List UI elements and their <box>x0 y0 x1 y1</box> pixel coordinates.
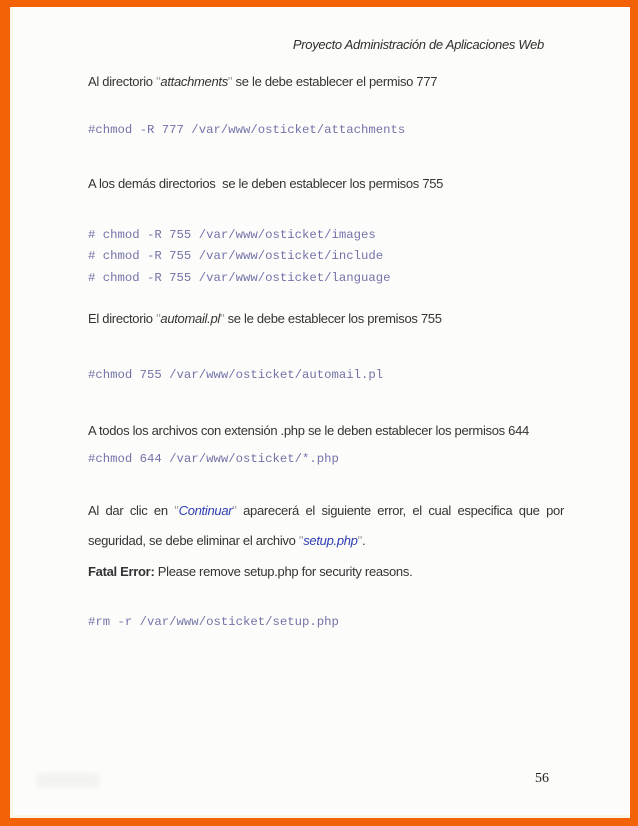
emphasized-term: automail.pl <box>160 311 220 326</box>
paragraph-text: se le debe establecer el permiso 777 <box>232 74 438 89</box>
paragraph-text: Al directorio <box>88 74 157 89</box>
quote-mark: " <box>219 311 225 326</box>
emphasized-term: attachments <box>160 74 228 89</box>
paragraph-text: Al dar clic en <box>88 503 175 518</box>
code-chmod-777-attachments: #chmod -R 777 /var/www/osticket/attachments <box>88 123 406 137</box>
paragraph-attachments <box>88 74 437 90</box>
quote-mark: " <box>232 503 237 518</box>
quote-mark: " <box>227 74 233 89</box>
paragraph-php-files: A todos los archivos con extensión .php se le deben establecer los permisos 644 <box>88 423 529 438</box>
quote-mark: " <box>357 532 362 548</box>
paragraph-automail <box>88 311 442 327</box>
code-chmod-755-block <box>88 225 391 289</box>
quote-mark: " <box>174 503 179 518</box>
page-header-title: Proyecto Administración de Aplicaciones Web <box>292 37 544 52</box>
code-line: # chmod -R 755 /var/www/osticket/language <box>88 270 391 285</box>
code-chmod-755-automail: #chmod 755 /var/www/osticket/automail.pl <box>88 368 384 382</box>
paragraph-text: El directorio <box>88 311 157 326</box>
quote-mark: " <box>156 74 161 89</box>
watermark <box>36 773 100 788</box>
page-number: 56 <box>535 771 549 786</box>
paragraph-fatal-error <box>88 564 412 580</box>
link-term-continuar: Continuar <box>178 503 233 518</box>
paragraph-text: se le debe establecer los premisos 755 <box>224 311 442 326</box>
code-chmod-644-php: #chmod 644 /var/www/osticket/*.php <box>88 452 339 466</box>
code-line: # chmod -R 755 /var/www/osticket/images <box>88 228 376 242</box>
paragraph-text: . <box>361 532 366 548</box>
code-rm-setup: #rm -r /var/www/osticket/setup.php <box>88 615 339 629</box>
link-term-setup-php: setup.php <box>303 532 358 548</box>
paragraph-other-dirs: A los demás directorios se le deben establecer los permisos 755 <box>88 176 444 191</box>
paragraph-text: aparecerá el siguiente error, el cual especifica que por seguridad, se debe eliminar el archivo <box>88 503 568 548</box>
code-line: # chmod -R 755 /var/www/osticket/include <box>88 249 384 264</box>
fatal-error-label: Fatal Error: <box>88 564 155 579</box>
paragraph-continue-error <box>88 496 568 555</box>
quote-mark: " <box>156 311 161 326</box>
quote-mark: " <box>298 532 304 548</box>
paragraph-text: Please remove setup.php for security reasons. <box>154 564 413 579</box>
